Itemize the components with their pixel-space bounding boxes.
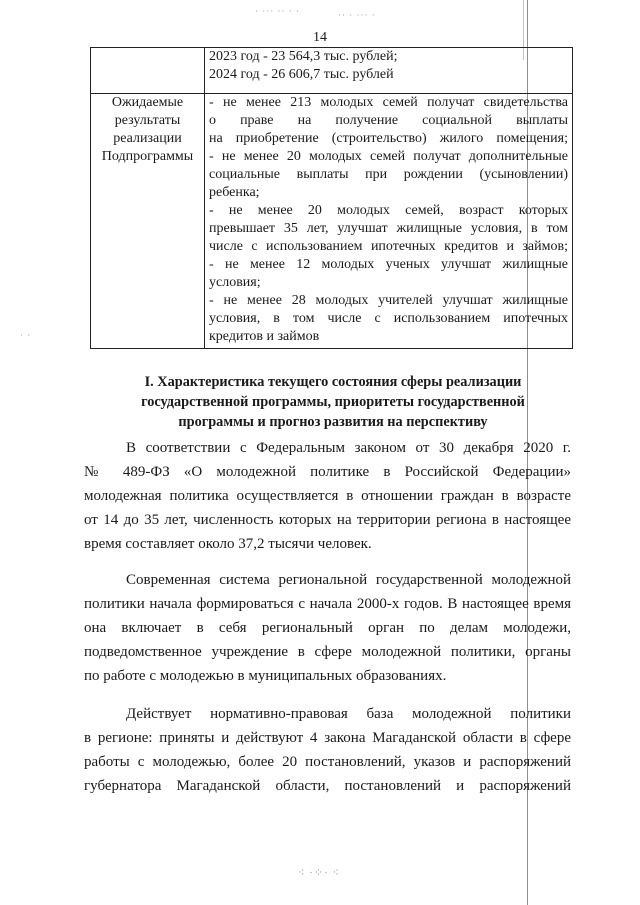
table-cell-line: условия; [209, 275, 261, 290]
paragraph-1 [84, 436, 571, 556]
table-cell-line: условия, в том числе с использованием ипотечных [209, 311, 568, 326]
heading-line: I. Характеристика текущего состояния сферы реализации [144, 374, 522, 390]
scan-speckle: · ··· ·· · · [255, 6, 300, 16]
table-cell-line: 2023 год - 23 564,3 тыс. рублей; [209, 49, 398, 64]
table-cell-line: на приобретение (строительство) жилого помещения; [209, 131, 568, 146]
table-row [91, 48, 573, 94]
paragraph-line: она включает в себя региональный орган по делам молодежи, [84, 620, 571, 636]
table-cell-line: ребенка; [209, 185, 260, 200]
paragraph-line: от 14 до 35 лет, численность которых на территории региона в настоящее [84, 512, 571, 528]
section-heading [110, 372, 556, 432]
table-cell-label [91, 48, 205, 94]
heading-line: государственной программы, приоритеты государственной [141, 394, 525, 410]
paragraph-line: молодежная политика осуществляется в отношении граждан в возрасте [84, 488, 571, 504]
scan-speckle: ·· · ··· · [338, 10, 376, 20]
table-label-line: Ожидаемые [111, 95, 184, 110]
table-cell-line: социальные выплаты при рождении (усыновлении) [209, 167, 568, 182]
table-cell-line: - не менее 20 молодых семей получат дополнительные [209, 149, 568, 164]
table-label-line: реализации [113, 131, 182, 146]
table-cell-line: - не менее 12 молодых ученых улучшат жилищные [209, 257, 568, 272]
heading-line: программы и прогноз развития на перспективу [178, 414, 488, 430]
scan-speckle: · · [20, 330, 32, 340]
table-label-line: Подпрограммы [101, 149, 194, 164]
paragraph-line: работы с молодежью, более 20 постановлений, указов и распоряжений [84, 754, 571, 770]
table-cell-line: - не менее 20 молодых семей, возраст которых [209, 203, 568, 218]
page-number: 14 [313, 30, 327, 45]
table-cell-line: 2024 год - 26 606,7 тыс. рублей [209, 67, 394, 82]
table-cell-line: - не менее 213 молодых семей получат свидетельства [209, 95, 568, 110]
paragraph-line: политики начала формироваться с начала 2000-х годов. В настоящее время [84, 596, 571, 612]
paragraph-line: № 489-ФЗ «О молодежной политике в Российской Федерации» [84, 464, 571, 480]
table-cell-value [205, 94, 573, 349]
paragraph-line: Действует нормативно-правовая база молодежной политики [126, 706, 571, 722]
table-cell-line: превышает 35 лет, улучшат жилищные условия, в том [209, 221, 568, 236]
table-label-line: результаты [114, 113, 181, 128]
table-cell-line: о праве на получение социальной выплаты [209, 113, 568, 128]
paragraph-line: по работе с молодежью в муниципальных образованиях. [84, 668, 447, 684]
table-cell-line: кредитов и займов [209, 329, 320, 344]
table-cell-label [91, 94, 205, 349]
scan-speckle: ⁖ ·⁘· ⁖ [298, 867, 340, 879]
table-cell-line: числе с использованием ипотечных кредитов и займов; [209, 239, 568, 254]
table-cell-value [205, 48, 573, 94]
passport-table [90, 47, 573, 349]
paragraph-line: Современная система региональной государственной молодежной [126, 572, 571, 588]
paragraph-line: подведомственное учреждение в сфере молодежной политики, органы [84, 644, 571, 660]
table-row [91, 94, 573, 349]
paragraph-line: в регионе: приняты и действуют 4 закона Магаданской области в сфере [84, 730, 571, 746]
paragraph-3 [84, 702, 571, 798]
paragraph-2 [84, 568, 571, 688]
paragraph-line: В соответствии с Федеральным законом от 30 декабря 2020 г. [126, 440, 571, 456]
table-cell-line: - не менее 28 молодых учителей улучшат жилищные [209, 293, 568, 308]
paragraph-line: губернатора Магаданской области, постановлений и распоряжений [84, 778, 571, 794]
paragraph-line: время составляет около 37,2 тысячи человек. [84, 536, 372, 552]
